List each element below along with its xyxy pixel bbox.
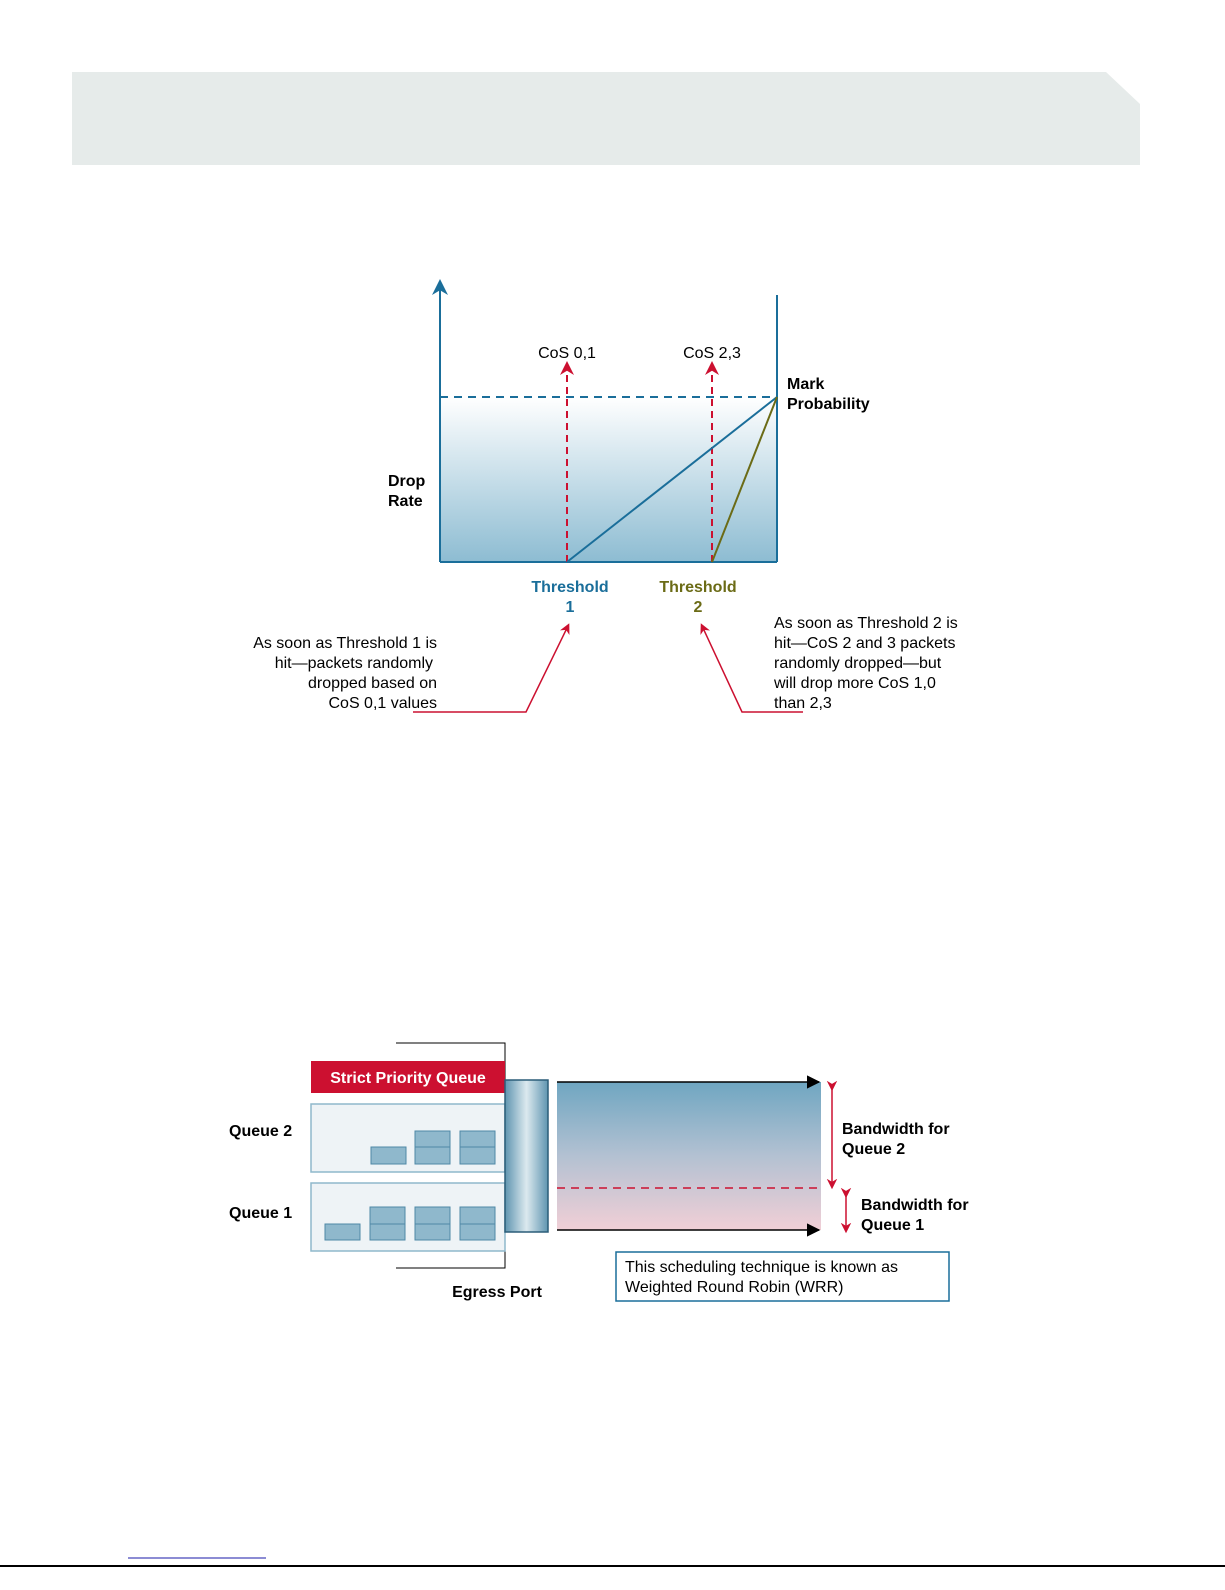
- header-band: [72, 72, 1140, 165]
- bandwidth-q2-line1: Bandwidth for: [842, 1121, 950, 1138]
- left-note-line4: CoS 0,1 values: [328, 695, 437, 712]
- right-note-line5: than 2,3: [774, 695, 832, 712]
- cos01-label: CoS 0,1: [538, 345, 596, 362]
- left-note-line3: dropped based on: [308, 675, 437, 692]
- bandwidth-q1-line2: Queue 1: [861, 1217, 925, 1234]
- queue2-label: Queue 2: [229, 1123, 293, 1140]
- packet: [325, 1224, 360, 1240]
- wred-diagram: [253, 287, 958, 712]
- right-note-line1: As soon as Threshold 2 is: [774, 615, 958, 632]
- packet: [371, 1147, 406, 1164]
- right-note-line3: randomly dropped—but: [774, 655, 942, 672]
- bandwidth-q1-line1: Bandwidth for: [861, 1197, 969, 1214]
- wrr-diagram: [229, 1043, 969, 1301]
- drop-rate-label-line2: Rate: [388, 493, 423, 510]
- mark-probability-label-line1: Mark: [787, 376, 825, 393]
- queue1-label: Queue 1: [229, 1205, 293, 1222]
- mark-probability-label-line2: Probability: [787, 396, 870, 413]
- right-note-line4: will drop more CoS 1,0: [774, 675, 936, 692]
- bandwidth-pipe: [557, 1082, 821, 1230]
- left-callout-note: [253, 635, 437, 712]
- egress-port-connector: [505, 1080, 548, 1232]
- left-note-line1: As soon as Threshold 1 is: [253, 635, 437, 652]
- threshold1-label-line1: Threshold: [531, 579, 609, 596]
- right-note-line2: hit—CoS 2 and 3 packets: [774, 635, 956, 652]
- drop-rate-label-line1: Drop: [388, 473, 426, 490]
- wrr-note-line1: This scheduling technique is known as: [625, 1259, 899, 1276]
- left-note-line2: hit—packets randomly: [274, 655, 433, 672]
- queue2-box: [311, 1104, 505, 1172]
- right-callout-note: [773, 615, 958, 712]
- wrr-note-line2: Weighted Round Robin (WRR): [625, 1279, 844, 1296]
- strict-priority-queue-label: Strict Priority Queue: [330, 1070, 486, 1087]
- threshold2-label-line2: 2: [693, 599, 703, 616]
- cos23-label: CoS 2,3: [683, 345, 741, 362]
- bandwidth-q2-line2: Queue 2: [842, 1141, 906, 1158]
- drop-rate-area: [440, 397, 777, 562]
- egress-port-label: Egress Port: [452, 1284, 542, 1301]
- threshold2-label-line1: Threshold: [659, 579, 737, 596]
- threshold1-label-line2: 1: [565, 599, 575, 616]
- queue1-box: [311, 1183, 505, 1251]
